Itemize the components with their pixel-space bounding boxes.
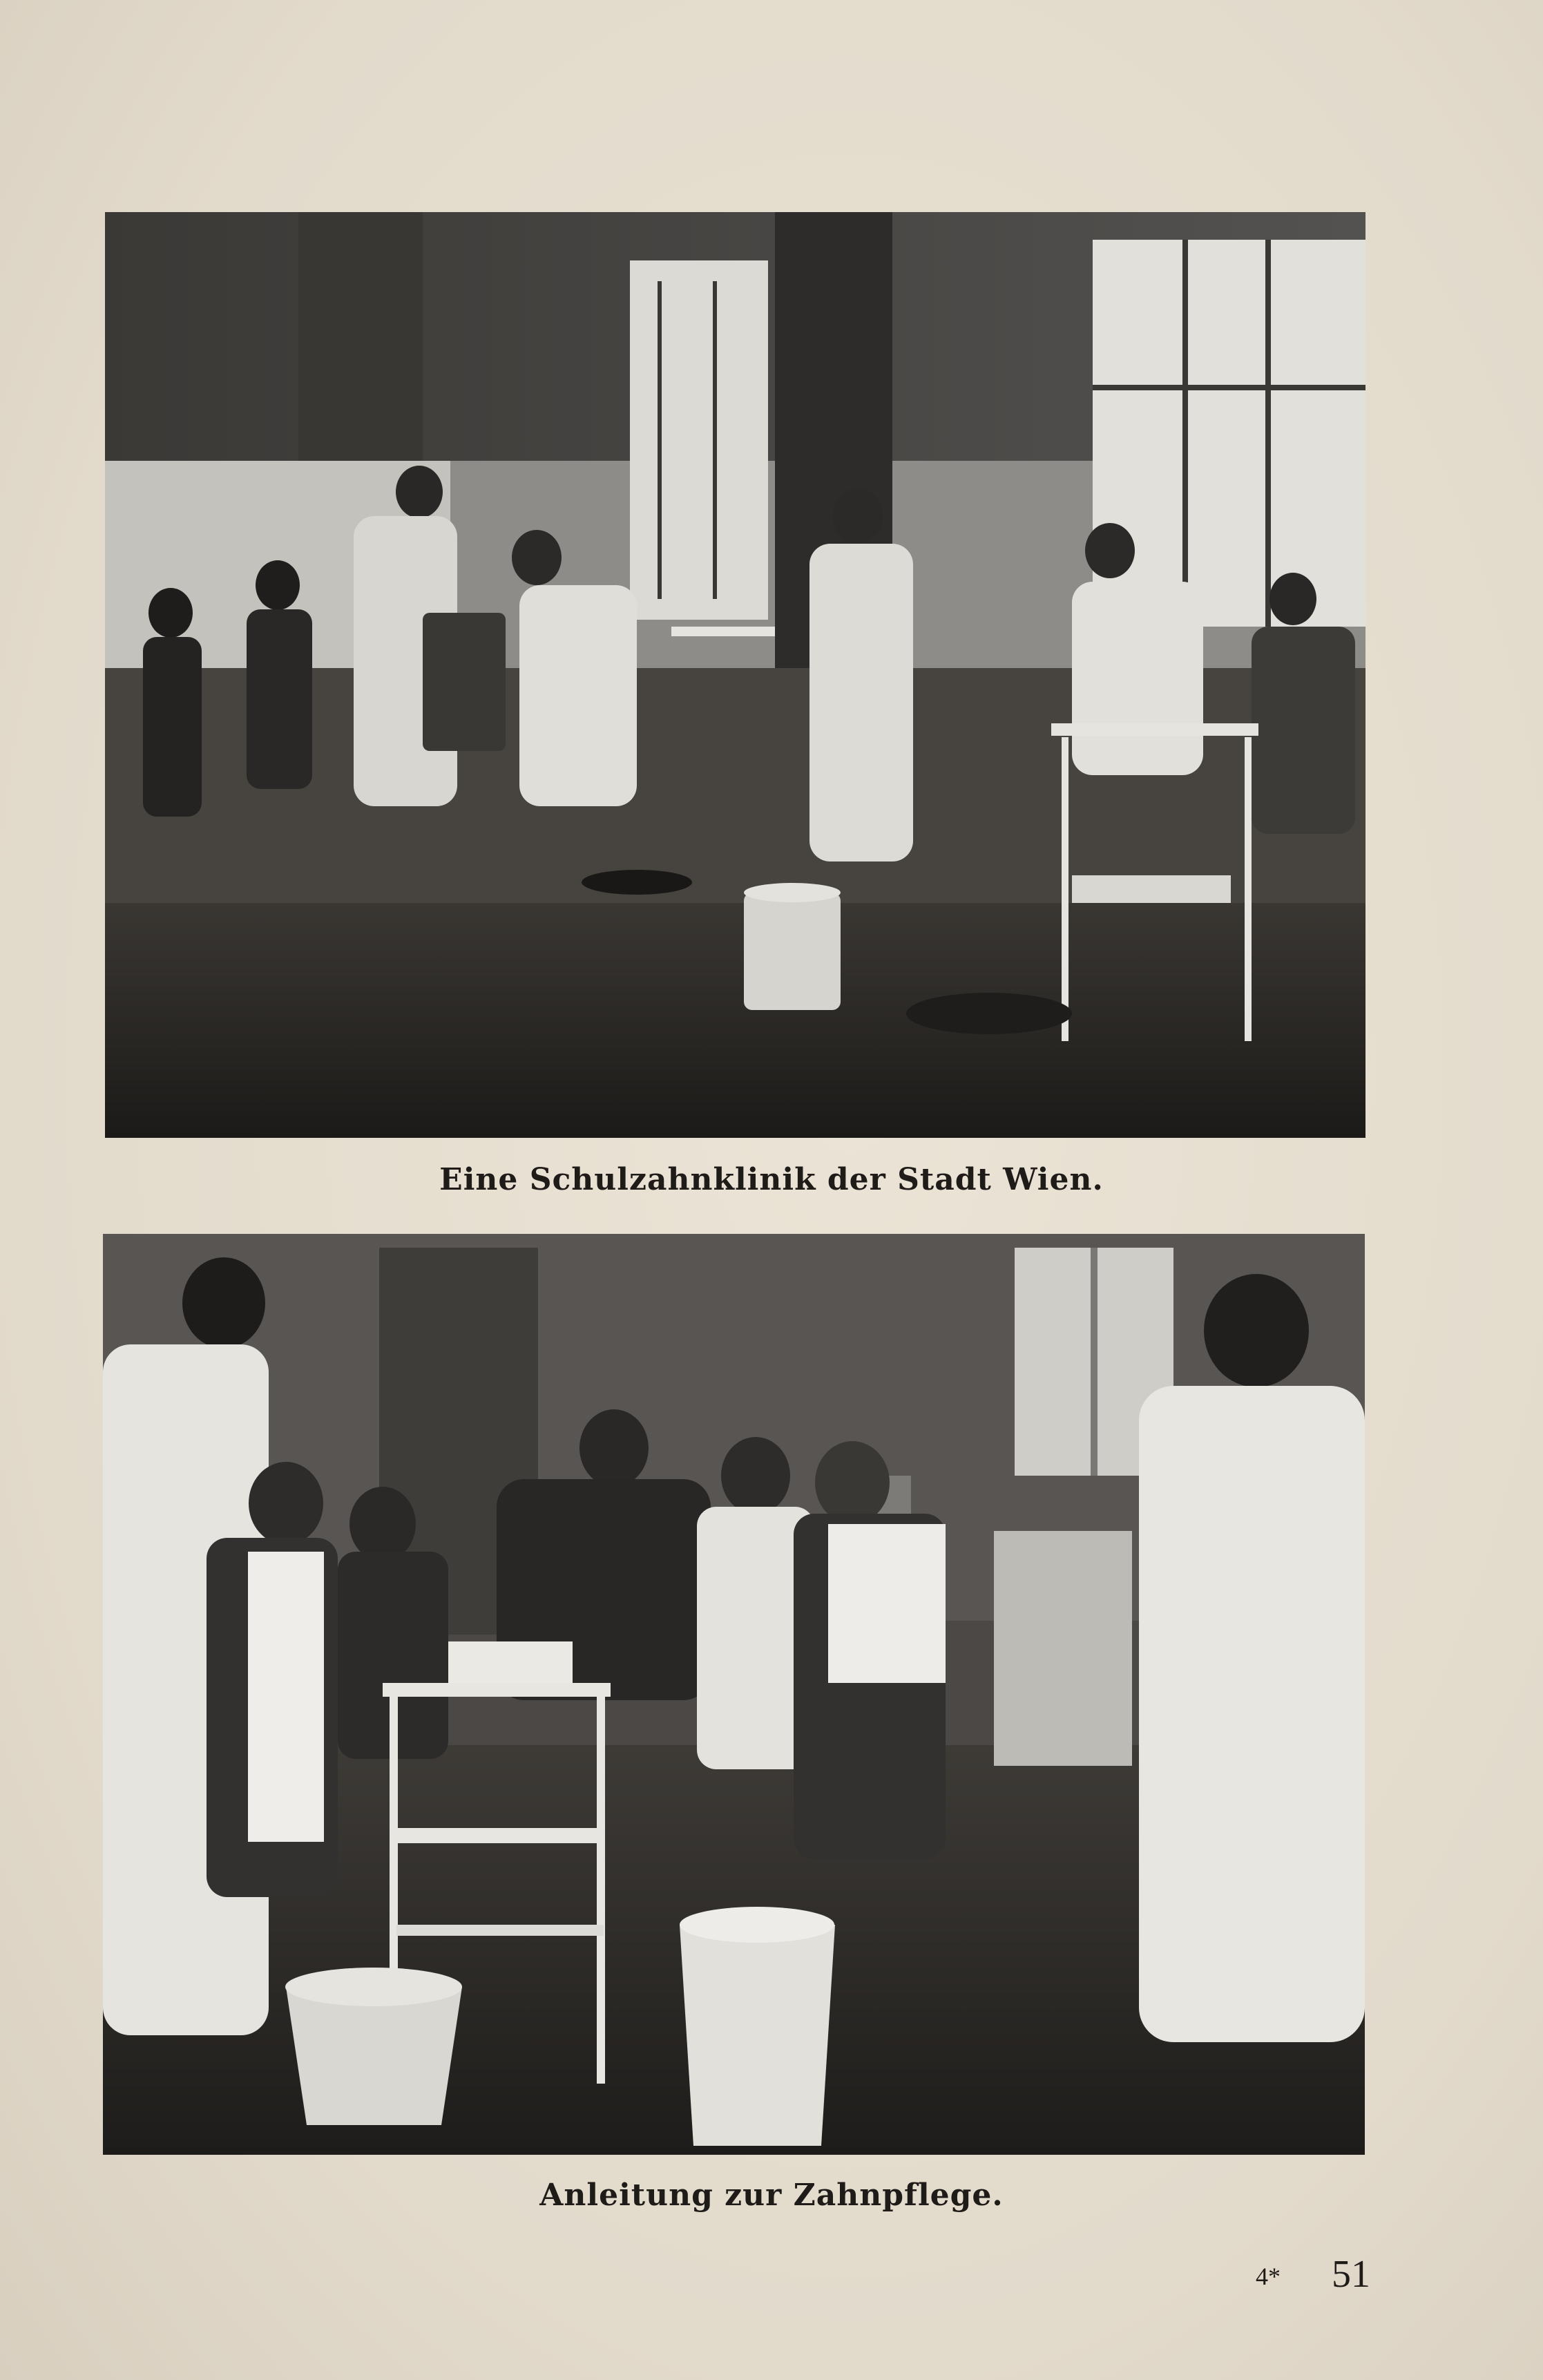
photo-dental-care-instruction-image [103, 1234, 1365, 2155]
page-number: 51 [1332, 2253, 1370, 2296]
photo-dental-care-instruction [103, 1234, 1365, 2155]
photo-school-dental-clinic [105, 212, 1365, 1138]
caption-dental-care-instruction: Anleitung zur Zahnpflege. [539, 2178, 1004, 2213]
photo-school-dental-clinic-image [105, 212, 1365, 1138]
caption-school-dental-clinic: Eine Schulzahnklinik der Stadt Wien. [439, 1162, 1104, 1197]
signature-mark: 4* [1256, 2263, 1281, 2290]
